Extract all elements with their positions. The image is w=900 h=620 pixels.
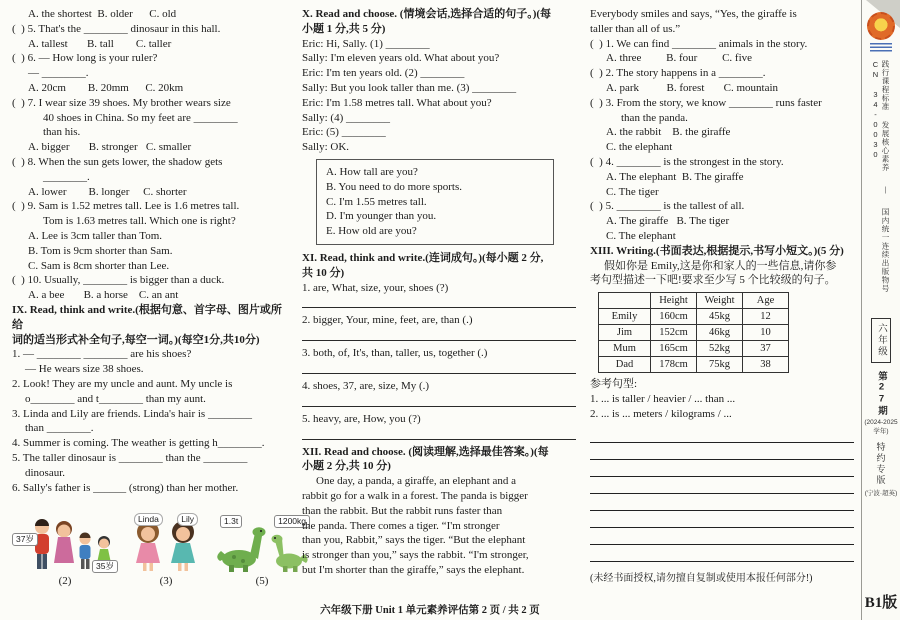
table-header-age: Age: [743, 293, 789, 309]
text-line: A. tallest B. tall C. taller: [28, 37, 172, 50]
table-cell-age: 38: [743, 357, 789, 373]
text-line: 5. heavy, are, How, you (?): [302, 412, 421, 425]
issue-year: (2024-2025学年): [864, 418, 898, 435]
figures-row: [12, 514, 306, 588]
text-line: taller than all of us.”: [590, 22, 681, 35]
text-line: 2. bigger, Your, mine, feet, are, than (.): [302, 314, 473, 327]
text-line: 3. Linda and Lily are friends. Linda's hair is ________: [12, 407, 252, 420]
writing-line: [590, 494, 854, 511]
weight-tag-big-dino: 1.3t: [220, 515, 242, 528]
text-line: 3. both, of, It's, than, taller, us, together (.): [302, 347, 488, 360]
table-cell-name: Mum: [599, 341, 651, 357]
text-line: ( ) 1. We can find ________ animals in the story.: [590, 37, 808, 50]
answer-option-line: D. I'm younger than you.: [326, 210, 437, 223]
table-header-row: [599, 293, 789, 309]
edition-badge: B1版: [864, 595, 898, 611]
text-line: than ________.: [25, 422, 94, 435]
text-line: — ________.: [28, 67, 89, 80]
answer-option-line: E. How old are you?: [326, 225, 417, 238]
answer-options-box: [316, 159, 554, 245]
table-header-weight: Weight: [697, 293, 743, 309]
left-text-lines: [12, 7, 292, 495]
reference-pattern-lines: [590, 377, 854, 421]
text-line: A. three B. four C. five: [606, 52, 753, 65]
text-line: [302, 395, 576, 407]
column-middle: [302, 7, 576, 578]
text-line: 1. — ________ ________ are his shoes?: [12, 348, 192, 361]
table-cell-weight: 45kg: [697, 309, 743, 325]
answer-option-line: A. How tall are you?: [326, 165, 418, 178]
slogan-text: 践行课程标准 发展核心素养: [881, 60, 890, 172]
writing-line: [590, 460, 854, 477]
text-line: 5. The taller dinosaur is ________ than the ________: [12, 451, 248, 464]
table-cell-name: Dad: [599, 357, 651, 373]
writing-line: [590, 511, 854, 528]
name-tag-lily: Lily: [177, 513, 198, 526]
writing-line: [590, 528, 854, 545]
text-line: ( ) 6. — How long is your ruler?: [12, 52, 158, 65]
text-line: ( ) 5. That's the ________ dinosaur in this hall.: [12, 22, 221, 35]
table-header-height: Height: [651, 293, 697, 309]
text-line: 参考句型:: [590, 378, 638, 391]
text-line: than the rabbit. But the rabbit runs faster than: [302, 504, 503, 517]
name-tag-linda: Linda: [134, 513, 163, 526]
figure-caption: (3): [159, 575, 173, 588]
weight-tag-small-dino: 1200kg: [274, 515, 310, 528]
table-cell-age: 12: [743, 309, 789, 325]
text-line: A. Lee is 3cm taller than Tom.: [28, 229, 163, 242]
text-line: A. lower B. longer C. shorter: [28, 185, 187, 198]
text-line: than you, Rabbit,” says the tiger. “But the elephant: [302, 534, 526, 547]
text-line: than his.: [43, 126, 81, 139]
writing-line: [590, 426, 854, 443]
table-cell-height: 160cm: [651, 309, 697, 325]
table-row: [599, 325, 789, 341]
text-line: 40 shoes in China. So my feet are ________: [43, 111, 238, 124]
text-line: A. bigger B. stronger C. smaller: [28, 141, 192, 154]
table-row: [599, 341, 789, 357]
text-line: [302, 329, 576, 341]
writing-line: [590, 477, 854, 494]
text-line: 词的适当形式补全句子,每空一词。)(每空1分,共10分): [12, 333, 260, 346]
text-line: 小题 1 分,共 5 分): [302, 22, 386, 35]
family-info-table: [598, 292, 789, 373]
table-cell-height: 178cm: [651, 357, 697, 373]
page-footer: 六年级下册 Unit 1 单元素养评估第 2 页 / 共 2 页: [320, 605, 540, 616]
text-line: 1. ... is taller / heavier / ... than ...: [590, 392, 736, 405]
text-line: Everybody smiles and says, “Yes, the giraffe is: [590, 8, 797, 20]
text-line: XIII. Writing.(书面表达,根据提示,书写小短文。)(5 分): [590, 244, 844, 257]
text-line: 6. Sally's father is ______ (strong) than her mother.: [12, 481, 239, 494]
table-cell-name: Emily: [599, 309, 651, 325]
figure-caption: (5): [255, 575, 269, 588]
special-edition-label: 特约专版: [875, 441, 886, 486]
text-line: A. 20cm B. 20mm C. 20km: [28, 81, 184, 94]
text-line: A. the rabbit B. the giraffe: [606, 126, 731, 139]
text-line: 2. ... is ... meters / kilograms / ...: [590, 407, 732, 420]
text-line: ( ) 3. From the story, we know ________ runs faster: [590, 96, 822, 109]
masthead-vertical-text: [871, 60, 891, 310]
table-cell-height: 152cm: [651, 325, 697, 341]
text-line: 假如你是 Emily,这是你和家人的一些信息,请你参: [604, 259, 837, 272]
writing-area: [590, 426, 854, 562]
text-line: [302, 428, 576, 440]
text-line: Sally: (4) ________: [302, 111, 390, 124]
text-line: ( ) 2. The story happens in a ________.: [590, 67, 766, 80]
exercise-lines: [302, 251, 576, 578]
table-row: [599, 357, 789, 373]
table-cell-weight: 52kg: [697, 341, 743, 357]
text-line: One day, a panda, a giraffe, an elephant and a: [316, 475, 517, 488]
text-line: ( ) 10. Usually, ________ is bigger than a duck.: [12, 274, 225, 287]
award-stamp-icon: [867, 12, 895, 40]
text-line: Tom is 1.63 metres tall. Which one is right?: [43, 215, 236, 228]
masthead-divider: |: [881, 185, 890, 195]
table-row: [599, 309, 789, 325]
text-line: 共 10 分): [302, 266, 345, 279]
text-line: the panda. There comes a tiger. “I'm stronger: [302, 519, 500, 532]
text-line: than the panda.: [621, 111, 688, 124]
text-line: but I'm shorter than the giraffe,” says the elephant.: [302, 563, 525, 576]
text-line: ( ) 9. Sam is 1.52 metres tall. Lee is 1.6 metres tall.: [12, 200, 240, 213]
issn-text: 国内统一连续出版物号 CN 34-0030: [871, 60, 890, 293]
table-cell-weight: 75kg: [697, 357, 743, 373]
column-left: [12, 7, 306, 588]
issue-number: 第27期: [876, 370, 887, 416]
text-line: 4. Summer is coming. The weather is getting h________.: [12, 437, 265, 450]
figure-caption: (2): [58, 575, 72, 588]
text-line: Sally: But you look taller than me. (3) ________: [302, 81, 517, 94]
text-line: 小题 2 分,共 10 分): [302, 460, 391, 473]
text-line: XII. Read and choose. (阅读理解,选择最佳答案。)(每: [302, 445, 549, 458]
dialogue-lines: [302, 7, 576, 155]
figure-girls: [126, 514, 206, 588]
text-line: — He wears size 38 shoes.: [25, 363, 144, 376]
text-line: rabbit go for a walk in a forest. The panda is bigger: [302, 489, 528, 502]
text-line: Eric: I'm ten years old. (2) ________: [302, 67, 465, 80]
special-edition-sublabel: (宁波·超英): [864, 489, 898, 497]
stamp-caption-decoration: [870, 43, 892, 52]
text-line: A. the shortest B. older C. old: [28, 8, 177, 20]
text-line: 1. are, What, size, your, shoes (?): [302, 281, 449, 294]
reading-lines: [590, 7, 854, 288]
answer-option-line: B. You need to do more sports.: [326, 180, 462, 193]
edge-sidebar: [861, 0, 900, 620]
text-line: dinosaur.: [25, 466, 66, 479]
text-line: ( ) 8. When the sun gets lower, the shadow gets: [12, 155, 223, 168]
writing-line: [590, 545, 854, 562]
table-cell-age: 37: [743, 341, 789, 357]
text-line: 4. shoes, 37, are, size, My (.): [302, 379, 430, 392]
writing-line: [590, 443, 854, 460]
text-line: C. the elephant: [606, 141, 673, 154]
text-line: ( ) 5. ________ is the tallest of all.: [590, 200, 745, 213]
answer-option-line: C. I'm 1.55 metres tall.: [326, 195, 427, 208]
table-cell-weight: 46kg: [697, 325, 743, 341]
figure-family: [12, 517, 118, 587]
table-cell-height: 165cm: [651, 341, 697, 357]
column-right: [590, 7, 854, 584]
copyright-note: (未经书面授权,请勿擅自复制或使用本报任何部分!): [590, 572, 813, 584]
text-line: 2. Look! They are my uncle and aunt. My uncle is: [12, 377, 233, 390]
text-line: o________ and t________ than my aunt.: [25, 392, 206, 405]
text-line: ( ) 4. ________ is the strongest in the story.: [590, 155, 784, 168]
text-line: XI. Read, think and write.(连词成句。)(每小题 2 分,: [302, 251, 544, 264]
text-line: A. The giraffe B. The tiger: [606, 215, 730, 228]
age-tag-uncle: 37岁: [12, 533, 38, 546]
table-corner-cell: [599, 293, 651, 309]
text-line: Sally: I'm eleven years old. What about you?: [302, 52, 500, 65]
text-line: C. The tiger: [606, 185, 659, 198]
text-line: B. Tom is 9cm shorter than Sam.: [28, 244, 173, 257]
text-line: C. The elephant: [606, 229, 676, 242]
text-line: is stronger than you,” says the rabbit. “I'm stronger,: [302, 549, 529, 562]
text-line: Sally: OK.: [302, 141, 350, 154]
text-line: ( ) 7. I wear size 39 shoes. My brother wears size: [12, 96, 231, 109]
text-line: IX. Read, think and write.(根据句意、首字母、图片或所给: [12, 303, 282, 331]
age-tag-aunt: 35岁: [92, 560, 118, 573]
text-line: C. Sam is 8cm shorter than Lee.: [28, 259, 170, 272]
text-line: ________.: [43, 170, 90, 183]
table-cell-age: 10: [743, 325, 789, 341]
text-line: X. Read and choose. (情境会话,选择合适的句子。)(每: [302, 8, 552, 20]
text-line: Eric: Hi, Sally. (1) ________: [302, 37, 430, 50]
text-line: [302, 296, 576, 308]
text-line: Eric: (5) ________: [302, 126, 386, 139]
text-line: Eric: I'm 1.58 metres tall. What about you?: [302, 96, 492, 109]
text-line: [302, 362, 576, 374]
figure-dinosaurs: [214, 517, 310, 587]
text-line: 考句型描述一下吧!要求至少写 5 个比较级的句子。: [590, 274, 836, 287]
grade-badge: 六年级: [871, 318, 891, 363]
text-line: A. The elephant B. The giraffe: [606, 170, 744, 183]
text-line: A. a bee B. a horse C. an ant: [28, 289, 179, 302]
text-line: A. park B. forest C. mountain: [606, 81, 779, 94]
table-cell-name: Jim: [599, 325, 651, 341]
